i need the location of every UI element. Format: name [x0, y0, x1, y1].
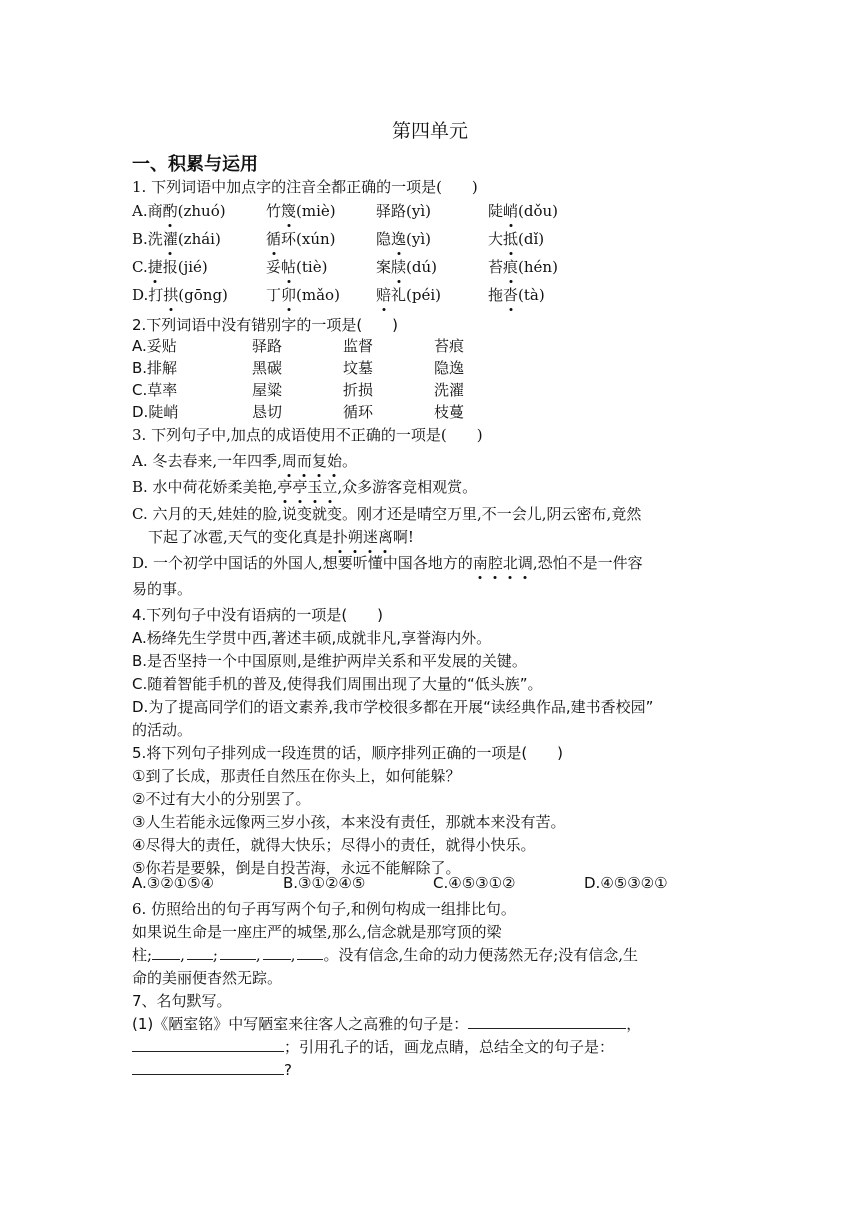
option-d-end: ,恐怕不是一件容 [532, 554, 643, 572]
question-3-option-c-line1: C. 六月的天,娃娃的脸,说变就变。刚才还是晴空万里,不一会儿,阴云密布,竟然 [132, 505, 642, 523]
q1-option-b-word-4: 大抵(dǐ) [488, 230, 545, 248]
question-4-option-a: A.杨绛先生学贯中西,著述丰硕,成就非凡,享誉海内外。 [132, 629, 492, 647]
question-4-option-b: B.是否坚持一个中国原则,是维护两岸关系和平发展的关键。 [132, 652, 527, 670]
q7-prompt: ；引用孔子的话，画龙点睛，总结全文的句子是： [284, 1038, 615, 1056]
q2-row-3-word-2: 屋粱 [252, 381, 283, 399]
question-6-stem: 6. 仿照给出的句子再写两个句子,和例句构成一组排比句。 [132, 900, 516, 918]
q1-option-c-word-3: 案牍(dú) [376, 258, 437, 276]
emphasis-dot-char: 拱 [163, 286, 179, 304]
comma: , [290, 946, 296, 964]
option-label: D. [132, 286, 149, 304]
blank-5[interactable] [297, 944, 323, 960]
section-heading: 一、积累与运用 [132, 154, 258, 175]
emphasis-dot-char: 逸 [391, 230, 407, 248]
q1-option-b-word-1: B.洗濯(zhái) [132, 230, 221, 248]
answer-blank-3[interactable] [132, 1059, 284, 1075]
emphasis-dot-char: 牍 [391, 258, 407, 276]
comma: , [180, 946, 185, 964]
option-d-idiom [473, 554, 533, 572]
question-3-option-d-line2: 易的事。 [132, 580, 193, 598]
emphasis-dot-char: 赔 [376, 286, 392, 304]
example-text: 。没有信念,生命的动力便荡然无存;没有信念,生 [323, 946, 639, 964]
option-b-end: ,众多游客竞相观赏。 [337, 478, 478, 496]
question-2-stem: 2.下列词语中没有错别字的一项是( ) [132, 316, 399, 334]
example-text: 柱; [132, 946, 153, 964]
page-title: 第四单元 [391, 120, 468, 142]
option-a-idiom [282, 452, 342, 470]
option-b-idiom [277, 478, 337, 496]
question-7-line3 [132, 1059, 292, 1081]
question-1-stem: 1. 下列词语中加点字的注音全都正确的一项是( ) [132, 178, 478, 196]
comma: ， [626, 1015, 642, 1033]
q2-row-1-word-2: 驿路 [252, 337, 283, 355]
q1-option-b-word-3: 隐逸(yì) [376, 230, 432, 248]
emphasis-dot-char: 卯 [281, 286, 297, 304]
emphasis-dot-char: 抵 [503, 230, 519, 248]
question-7-line2 [132, 1036, 614, 1058]
question-4-stem: 4.下列句子中没有语病的一项是( ) [132, 606, 384, 624]
option-a-end: 。 [341, 452, 357, 470]
question-5-sentence-5: ⑤你若是要躲，倒是自投苦海，永远不能解除了。 [132, 859, 461, 877]
q7-prompt: (1)《陋室铭》中写陋室来往客人之高雅的句子是： [132, 1015, 469, 1033]
q5-option-c: C.④⑤③①② [433, 874, 516, 892]
emphasis-dot-char: 始 [326, 452, 342, 470]
option-b-text: B. 水中荷花娇柔美艳, [132, 478, 278, 496]
question-4-option-c: C.随着智能手机的普及,使得我们周围出现了大量的“低头族”。 [132, 675, 543, 693]
q2-row-4-word-4: 枝蔓 [434, 403, 465, 421]
q2-row-2-word-1: B.排解 [132, 359, 178, 377]
emphasis-dot-char: 复 [311, 452, 327, 470]
option-label: B. [132, 230, 148, 248]
q2-row-4-word-2: 恳切 [252, 403, 283, 421]
emphasis-dot-char: 酌 [162, 202, 178, 220]
emphasis-dot-char: 南 [472, 554, 488, 572]
emphasis-dot-char: 腔 [487, 554, 503, 572]
q1-option-c-word-4: 苔痕(hén) [488, 258, 558, 276]
emphasis-dot-char: 沓 [503, 286, 519, 304]
option-c-idiom [333, 528, 393, 546]
q2-row-3-word-4: 洗濯 [434, 381, 465, 399]
emphasis-dot-char: 调 [517, 554, 533, 572]
question-5-stem: 5.将下列句子排列成一段连贯的话，顺序排列正确的一项是( ) [132, 744, 564, 762]
blank-1[interactable] [152, 944, 180, 960]
q1-option-c-word-2: 妥帖(tiè) [266, 258, 328, 276]
blank-3[interactable] [220, 944, 256, 960]
q1-option-a-word-3: 驿路(yì) [376, 202, 431, 220]
q2-row-4-word-1: D.陡峭 [132, 403, 179, 421]
question-7-line1 [132, 1013, 641, 1035]
question-6-example-line1: 如果说生命是一座庄严的城堡,那么,信念就是那穹顶的梁 [132, 923, 502, 941]
emphasis-dot-char: 扑 [332, 528, 348, 546]
answer-blank-2[interactable] [132, 1036, 284, 1052]
emphasis-dot-char: 玉 [307, 478, 323, 496]
emphasis-dot-char: 帖 [281, 258, 297, 276]
q2-row-2-word-3: 坟墓 [343, 359, 374, 377]
emphasis-dot-char: 峭 [503, 202, 519, 220]
emphasis-dot-char: 痕 [503, 258, 519, 276]
emphasis-dot-char: 捷 [147, 258, 163, 276]
question-7-stem: 7、名句默写。 [132, 992, 232, 1010]
emphasis-dot-char: 濯 [162, 230, 178, 248]
q2-row-3-word-1: C.草率 [132, 381, 178, 399]
q1-option-a-word-2: 竹篾(miè) [266, 202, 336, 220]
question-3-option-a [132, 450, 357, 472]
option-label: A. [132, 202, 148, 220]
emphasis-dot-char: 亭 [277, 478, 293, 496]
q1-option-d-word-1: D.打拱(gōng) [132, 286, 228, 304]
option-c-end: 啊! [392, 528, 414, 546]
question-4-option-d-line2: 的活动。 [132, 721, 193, 739]
semicolon: ; [212, 946, 218, 964]
question-3-option-c-line2 [148, 526, 414, 548]
question-5-sentence-2: ②不过有大小的分别罢了。 [132, 790, 311, 808]
q2-row-1-word-4: 苔痕 [434, 337, 465, 355]
q2-row-4-word-3: 循环 [343, 403, 374, 421]
question-3-stem: 3. 下列句子中,加点的成语使用不正确的一项是( ) [132, 426, 483, 444]
question-3-option-d-line1 [132, 552, 643, 574]
q1-option-a-word-4: 陡峭(dǒu) [488, 202, 559, 220]
q1-option-c-word-1: C.捷报(jié) [132, 258, 208, 276]
q2-row-2-word-2: 黑碳 [252, 359, 283, 377]
q2-row-3-word-3: 折损 [343, 381, 374, 399]
blank-4[interactable] [263, 944, 291, 960]
emphasis-dot-char: 周 [281, 452, 297, 470]
question-6-example-line2 [132, 944, 638, 966]
q1-option-b-word-2: 循环(xún) [266, 230, 336, 248]
emphasis-dot-char: 朔 [347, 528, 363, 546]
option-a-text: A. 冬去春来,一年四季, [132, 452, 282, 470]
blank-2[interactable] [187, 944, 213, 960]
question-5-sentence-4: ④尽得大的责任，就得大快乐；尽得小的责任，就得小快乐。 [132, 836, 536, 854]
question-5-sentence-3: ③人生若能永远像两三岁小孩，本来没有责任，那就本来没有苦。 [132, 813, 566, 831]
answer-blank-1[interactable] [468, 1013, 626, 1029]
q1-option-a-word-1: A.商酌(zhuó) [132, 202, 226, 220]
option-d-text: D. 一个初学中国话的外国人,想要听懂中国各地方的 [132, 554, 473, 572]
question-3-option-b [132, 476, 477, 498]
q5-option-d: D.④⑤③②① [584, 874, 668, 892]
question-5-sentence-1: ①到了长成，那责任自然压在你头上，如何能躲？ [132, 767, 461, 785]
q1-option-d-word-3: 赔礼(péi) [376, 286, 441, 304]
emphasis-dot-char: 立 [322, 478, 338, 496]
emphasis-dot-char: 而 [296, 452, 312, 470]
comma: , [255, 946, 261, 964]
question-mark: ? [284, 1061, 292, 1079]
option-label: C. [132, 258, 148, 276]
question-4-option-d-line1: D.为了提高同学们的语文素养,我市学校很多都在开展“读经典作品,建书香校园” [132, 698, 654, 716]
emphasis-dot-char: 篾 [281, 202, 297, 220]
q1-option-d-word-2: 丁卯(mǎo) [266, 286, 340, 304]
q1-option-d-word-4: 拖沓(tà) [488, 286, 545, 304]
question-6-example-line3: 命的美丽便杳然无踪。 [132, 969, 283, 987]
emphasis-dot-char: 迷 [362, 528, 378, 546]
emphasis-dot-char: 循 [266, 230, 282, 248]
q5-option-a: A.③②①⑤④ [132, 874, 215, 892]
option-c-text: 下起了冰雹,天气的变化真是 [148, 528, 333, 546]
q2-row-1-word-3: 监督 [343, 337, 374, 355]
emphasis-dot-char: 离 [377, 528, 393, 546]
q2-row-1-word-1: A.妥贴 [132, 337, 177, 355]
q5-option-b: B.③①②④⑤ [283, 874, 366, 892]
q2-row-2-word-4: 隐逸 [434, 359, 465, 377]
emphasis-dot-char: 亭 [292, 478, 308, 496]
emphasis-dot-char: 北 [502, 554, 518, 572]
